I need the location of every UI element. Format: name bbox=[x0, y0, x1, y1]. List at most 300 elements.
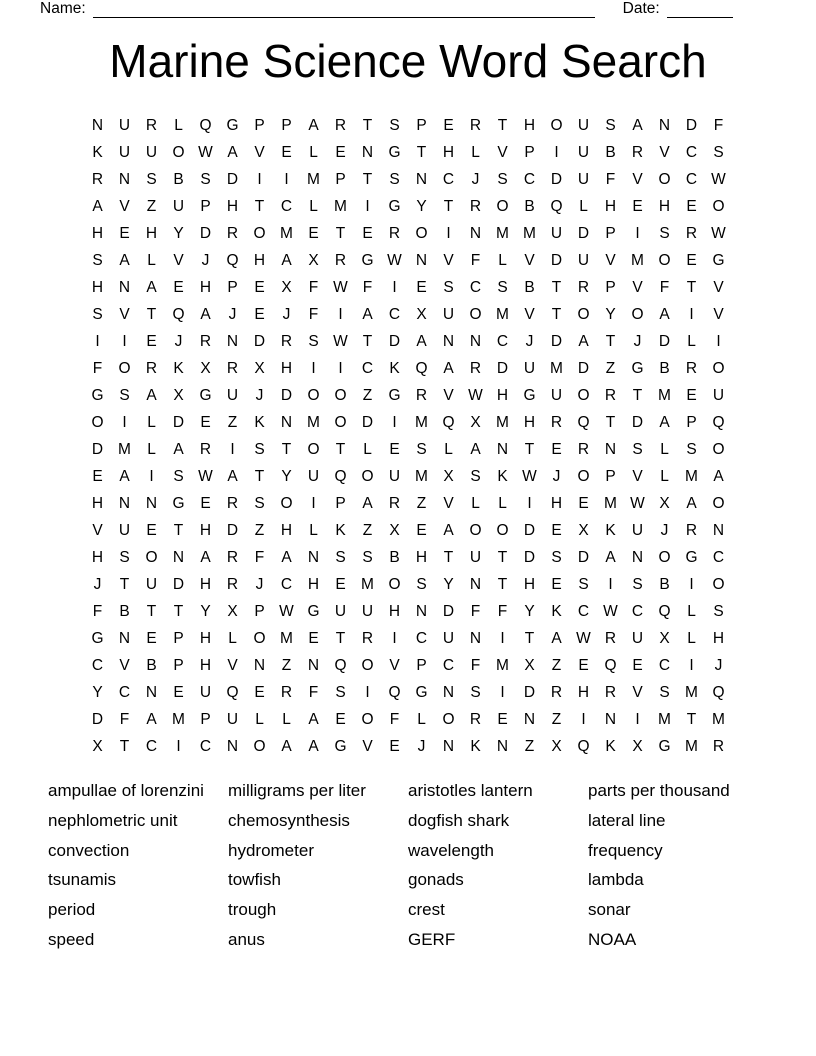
grid-letter-r6-c21: M bbox=[631, 251, 644, 269]
grid-letter-r19-c19: C bbox=[577, 602, 590, 620]
grid-letter-r14-c17: W bbox=[522, 467, 537, 485]
grid-letter-r22-c5: U bbox=[199, 683, 212, 701]
grid-letter-r15-c9: I bbox=[311, 494, 316, 512]
grid-letter-r23-c5: P bbox=[200, 710, 211, 728]
grid-letter-r7-c12: I bbox=[392, 278, 397, 296]
grid-letter-r23-c15: R bbox=[469, 710, 482, 728]
grid-letter-r20-c11: R bbox=[361, 629, 374, 647]
page-title: Marine Science Word Search bbox=[109, 35, 707, 87]
grid-letter-r21-c17: X bbox=[524, 656, 535, 674]
grid-letter-r9-c6: N bbox=[226, 332, 239, 350]
grid-letter-r5-c16: M bbox=[496, 224, 509, 242]
grid-letter-r8-c22: A bbox=[659, 305, 670, 323]
grid-letter-r17-c20: A bbox=[605, 548, 616, 566]
grid-letter-r2-c17: P bbox=[524, 143, 535, 161]
grid-letter-r20-c24: H bbox=[712, 629, 725, 647]
grid-letter-r10-c3: R bbox=[145, 359, 158, 377]
grid-letter-r6-c20: V bbox=[605, 251, 616, 269]
grid-letter-r17-c18: S bbox=[551, 548, 562, 566]
grid-letter-r20-c14: U bbox=[442, 629, 455, 647]
grid-letter-r9-c13: A bbox=[416, 332, 427, 350]
word-list-item: chemosynthesis bbox=[228, 810, 350, 830]
grid-letter-r1-c6: G bbox=[226, 116, 239, 134]
grid-letter-r10-c13: Q bbox=[415, 359, 428, 377]
grid-letter-r1-c12: S bbox=[389, 116, 400, 134]
grid-letter-r12-c22: A bbox=[659, 413, 670, 431]
grid-letter-r21-c18: Z bbox=[551, 656, 562, 674]
word-list-item: tsunamis bbox=[48, 870, 117, 890]
grid-letter-r8-c23: I bbox=[689, 305, 694, 323]
grid-letter-r13-c3: L bbox=[147, 440, 156, 458]
grid-letter-r16-c1: V bbox=[92, 521, 103, 539]
grid-letter-r12-c10: O bbox=[334, 413, 347, 431]
grid-letter-r19-c10: U bbox=[334, 602, 347, 620]
grid-letter-r10-c4: K bbox=[173, 359, 184, 377]
grid-letter-r24-c19: Q bbox=[577, 737, 590, 755]
grid-letter-r8-c24: V bbox=[713, 305, 724, 323]
grid-letter-r17-c7: F bbox=[254, 548, 265, 566]
grid-letter-r11-c19: O bbox=[577, 386, 590, 404]
grid-letter-r13-c4: A bbox=[173, 440, 184, 458]
word-list-column bbox=[48, 776, 228, 955]
word-list-column bbox=[588, 776, 768, 955]
grid-letter-r3-c1: R bbox=[91, 170, 104, 188]
grid-letter-r19-c9: G bbox=[307, 602, 320, 620]
grid-letter-r14-c11: O bbox=[361, 467, 374, 485]
grid-letter-r4-c2: V bbox=[119, 197, 130, 215]
grid-letter-r12-c1: O bbox=[91, 413, 104, 431]
grid-letter-r5-c21: I bbox=[635, 224, 640, 242]
grid-letter-r2-c10: E bbox=[335, 143, 346, 161]
word-list-item: NOAA bbox=[588, 929, 637, 949]
grid-letter-r13-c23: S bbox=[686, 440, 697, 458]
grid-letter-r24-c21: X bbox=[632, 737, 643, 755]
grid-letter-r14-c16: K bbox=[497, 467, 508, 485]
grid-letter-r4-c14: T bbox=[443, 197, 454, 215]
grid-letter-r1-c10: R bbox=[334, 116, 347, 134]
grid-letter-r8-c4: Q bbox=[172, 305, 185, 323]
grid-letter-r1-c9: A bbox=[308, 116, 319, 134]
grid-letter-r22-c21: V bbox=[632, 683, 643, 701]
grid-letter-r7-c9: F bbox=[308, 278, 319, 296]
grid-letter-r14-c1: E bbox=[92, 467, 103, 485]
grid-letter-r2-c11: N bbox=[361, 143, 374, 161]
grid-letter-r13-c20: N bbox=[604, 440, 617, 458]
grid-letter-r2-c21: R bbox=[631, 143, 644, 161]
word-list-item: crest bbox=[408, 900, 445, 920]
grid-letter-r22-c6: Q bbox=[226, 683, 239, 701]
grid-letter-r4-c19: L bbox=[579, 197, 588, 215]
grid-letter-r1-c11: T bbox=[362, 116, 373, 134]
word-list-item: wavelength bbox=[408, 840, 495, 860]
grid-letter-r6-c12: W bbox=[387, 251, 402, 269]
grid-letter-r18-c1: J bbox=[93, 575, 102, 593]
grid-letter-r5-c7: O bbox=[253, 224, 266, 242]
grid-letter-r13-c11: L bbox=[363, 440, 372, 458]
grid-letter-r9-c24: I bbox=[716, 332, 721, 350]
grid-letter-r16-c2: U bbox=[118, 521, 131, 539]
grid-letter-r24-c14: N bbox=[442, 737, 455, 755]
grid-letter-r18-c13: S bbox=[416, 575, 427, 593]
grid-letter-r24-c5: C bbox=[199, 737, 212, 755]
grid-letter-r18-c21: S bbox=[632, 575, 643, 593]
grid-letter-r3-c14: C bbox=[442, 170, 455, 188]
grid-letter-r20-c17: T bbox=[524, 629, 535, 647]
grid-letter-r6-c11: G bbox=[361, 251, 374, 269]
grid-letter-r14-c21: V bbox=[632, 467, 643, 485]
grid-letter-r3-c20: F bbox=[605, 170, 616, 188]
grid-letter-r24-c9: A bbox=[308, 737, 319, 755]
grid-letter-r10-c19: D bbox=[577, 359, 590, 377]
grid-letter-r4-c7: T bbox=[254, 197, 265, 215]
grid-letter-r2-c6: A bbox=[227, 143, 238, 161]
grid-letter-r21-c2: V bbox=[119, 656, 130, 674]
grid-letter-r15-c2: N bbox=[118, 494, 131, 512]
grid-letter-r13-c2: M bbox=[118, 440, 131, 458]
word-list-item: hydrometer bbox=[228, 840, 314, 860]
grid-letter-r22-c14: N bbox=[442, 683, 455, 701]
grid-letter-r3-c4: B bbox=[173, 170, 184, 188]
grid-letter-r23-c3: A bbox=[146, 710, 157, 728]
grid-letter-r9-c4: J bbox=[174, 332, 183, 350]
grid-letter-r10-c22: B bbox=[659, 359, 670, 377]
grid-letter-r2-c24: S bbox=[713, 143, 724, 161]
grid-letter-r3-c2: N bbox=[118, 170, 131, 188]
grid-letter-r16-c3: E bbox=[146, 521, 157, 539]
grid-letter-r18-c18: E bbox=[551, 575, 562, 593]
grid-letter-r17-c10: S bbox=[335, 548, 346, 566]
grid-letter-r10-c23: R bbox=[685, 359, 698, 377]
grid-letter-r6-c3: L bbox=[147, 251, 156, 269]
grid-letter-r15-c13: Z bbox=[416, 494, 427, 512]
grid-letter-r19-c13: N bbox=[415, 602, 428, 620]
grid-letter-r13-c12: E bbox=[389, 440, 400, 458]
grid-letter-r6-c13: N bbox=[415, 251, 428, 269]
grid-letter-r4-c1: A bbox=[92, 197, 103, 215]
grid-letter-r2-c1: K bbox=[92, 143, 103, 161]
grid-letter-r22-c16: I bbox=[500, 683, 505, 701]
grid-letter-r6-c8: A bbox=[281, 251, 292, 269]
grid-letter-r5-c22: S bbox=[659, 224, 670, 242]
grid-letter-r1-c13: P bbox=[416, 116, 427, 134]
grid-letter-r15-c7: S bbox=[254, 494, 265, 512]
grid-letter-r23-c10: E bbox=[335, 710, 346, 728]
grid-letter-r17-c24: C bbox=[712, 548, 725, 566]
grid-letter-r24-c20: K bbox=[605, 737, 616, 755]
grid-letter-r18-c8: C bbox=[280, 575, 293, 593]
grid-letter-r6-c2: A bbox=[119, 251, 130, 269]
grid-letter-r20-c9: E bbox=[308, 629, 319, 647]
grid-letter-r4-c10: M bbox=[334, 197, 347, 215]
grid-letter-r21-c21: E bbox=[632, 656, 643, 674]
grid-letter-r21-c9: N bbox=[307, 656, 320, 674]
grid-letter-r5-c6: R bbox=[226, 224, 239, 242]
grid-letter-r9-c5: R bbox=[199, 332, 212, 350]
grid-letter-r12-c3: L bbox=[147, 413, 156, 431]
grid-letter-r6-c9: X bbox=[308, 251, 319, 269]
grid-letter-r12-c20: T bbox=[605, 413, 616, 431]
grid-letter-r20-c13: C bbox=[415, 629, 428, 647]
grid-letter-r2-c19: U bbox=[577, 143, 590, 161]
grid-letter-r16-c21: U bbox=[631, 521, 644, 539]
grid-letter-r7-c23: T bbox=[686, 278, 697, 296]
grid-letter-r2-c18: I bbox=[554, 143, 559, 161]
grid-letter-r16-c19: X bbox=[578, 521, 589, 539]
grid-letter-r20-c22: X bbox=[659, 629, 670, 647]
grid-letter-r6-c14: V bbox=[443, 251, 454, 269]
word-list-item: anus bbox=[228, 929, 265, 949]
grid-letter-r2-c13: T bbox=[416, 143, 427, 161]
grid-letter-r21-c15: F bbox=[470, 656, 481, 674]
grid-letter-r17-c3: O bbox=[145, 548, 158, 566]
grid-letter-r1-c1: N bbox=[91, 116, 104, 134]
grid-letter-r16-c15: O bbox=[469, 521, 482, 539]
grid-letter-r8-c21: O bbox=[631, 305, 644, 323]
grid-letter-r24-c1: X bbox=[92, 737, 103, 755]
word-list-item: milligrams per liter bbox=[228, 781, 366, 800]
grid-letter-r22-c2: C bbox=[118, 683, 131, 701]
grid-letter-r23-c17: N bbox=[523, 710, 536, 728]
grid-letter-r18-c6: R bbox=[226, 575, 239, 593]
grid-letter-r22-c18: R bbox=[550, 683, 563, 701]
grid-letter-r12-c6: Z bbox=[227, 413, 238, 431]
grid-letter-r6-c18: D bbox=[550, 251, 563, 269]
grid-letter-r1-c18: O bbox=[550, 116, 563, 134]
word-list-item: period bbox=[48, 900, 96, 920]
grid-letter-r4-c8: C bbox=[280, 197, 293, 215]
grid-letter-r5-c24: W bbox=[711, 224, 726, 242]
grid-letter-r17-c12: B bbox=[389, 548, 400, 566]
grid-letter-r9-c11: T bbox=[362, 332, 373, 350]
grid-letter-r17-c16: T bbox=[497, 548, 508, 566]
grid-letter-r23-c13: L bbox=[417, 710, 426, 728]
grid-letter-r11-c12: G bbox=[388, 386, 401, 404]
grid-letter-r1-c20: S bbox=[605, 116, 616, 134]
grid-letter-r9-c8: R bbox=[280, 332, 293, 350]
grid-letter-r4-c16: O bbox=[496, 197, 509, 215]
grid-letter-r5-c19: D bbox=[577, 224, 590, 242]
grid-letter-r21-c12: V bbox=[389, 656, 400, 674]
grid-letter-r14-c12: U bbox=[388, 467, 401, 485]
grid-letter-r2-c4: O bbox=[172, 143, 185, 161]
grid-letter-r19-c1: F bbox=[92, 602, 103, 620]
grid-letter-r7-c18: T bbox=[551, 278, 562, 296]
grid-letter-r11-c1: G bbox=[91, 386, 104, 404]
grid-letter-r18-c14: Y bbox=[443, 575, 454, 593]
grid-letter-r22-c24: Q bbox=[712, 683, 725, 701]
word-list-item: lateral line bbox=[588, 810, 666, 830]
grid-letter-r7-c1: H bbox=[91, 278, 104, 296]
word-list-item: trough bbox=[228, 900, 277, 920]
word-list-item: sonar bbox=[588, 900, 631, 920]
grid-letter-r16-c24: N bbox=[712, 521, 725, 539]
grid-letter-r4-c4: U bbox=[172, 197, 185, 215]
grid-letter-r12-c2: I bbox=[122, 413, 127, 431]
grid-letter-r7-c22: F bbox=[659, 278, 670, 296]
grid-letter-r15-c5: E bbox=[200, 494, 211, 512]
grid-letter-r13-c13: S bbox=[416, 440, 427, 458]
grid-letter-r6-c7: H bbox=[253, 251, 266, 269]
grid-letter-r23-c7: L bbox=[255, 710, 264, 728]
grid-letter-r18-c19: S bbox=[578, 575, 589, 593]
grid-letter-r9-c10: W bbox=[333, 332, 348, 350]
grid-letter-r4-c9: L bbox=[309, 197, 318, 215]
grid-letter-r11-c20: R bbox=[604, 386, 617, 404]
grid-letter-r11-c10: O bbox=[334, 386, 347, 404]
grid-letter-r23-c21: I bbox=[635, 710, 640, 728]
grid-letter-r16-c4: T bbox=[173, 521, 184, 539]
grid-letter-r12-c7: K bbox=[254, 413, 265, 431]
grid-letter-r10-c24: O bbox=[712, 359, 725, 377]
grid-letter-r19-c6: X bbox=[227, 602, 238, 620]
grid-letter-r22-c20: R bbox=[604, 683, 617, 701]
grid-letter-r19-c21: C bbox=[631, 602, 644, 620]
grid-letter-r23-c20: N bbox=[604, 710, 617, 728]
grid-letter-r7-c13: E bbox=[416, 278, 427, 296]
grid-letter-r10-c5: X bbox=[200, 359, 211, 377]
grid-letter-r14-c7: T bbox=[254, 467, 265, 485]
grid-letter-r24-c6: N bbox=[226, 737, 239, 755]
grid-letter-r10-c15: R bbox=[469, 359, 482, 377]
grid-letter-r3-c12: S bbox=[389, 170, 400, 188]
grid-letter-r14-c22: L bbox=[660, 467, 669, 485]
grid-letter-r7-c21: V bbox=[632, 278, 643, 296]
grid-letter-r3-c7: I bbox=[257, 170, 262, 188]
grid-letter-r22-c4: E bbox=[173, 683, 184, 701]
grid-letter-r1-c24: F bbox=[713, 116, 724, 134]
grid-letter-r9-c20: T bbox=[605, 332, 616, 350]
grid-letter-r14-c23: M bbox=[685, 467, 698, 485]
word-list-item: parts per thousand bbox=[588, 781, 730, 800]
grid-letter-r16-c22: J bbox=[660, 521, 669, 539]
grid-letter-r18-c16: T bbox=[497, 575, 508, 593]
grid-letter-r21-c6: V bbox=[227, 656, 238, 674]
word-list-column bbox=[408, 776, 588, 955]
grid-letter-r17-c6: R bbox=[226, 548, 239, 566]
grid-letter-r21-c7: N bbox=[253, 656, 266, 674]
grid-letter-r20-c4: P bbox=[173, 629, 184, 647]
grid-letter-r9-c23: L bbox=[687, 332, 696, 350]
grid-letter-r20-c10: T bbox=[335, 629, 346, 647]
grid-letter-r8-c8: J bbox=[282, 305, 291, 323]
grid-letter-r19-c15: F bbox=[470, 602, 481, 620]
grid-letter-r4-c11: I bbox=[365, 197, 370, 215]
grid-letter-r2-c3: U bbox=[145, 143, 158, 161]
grid-letter-r15-c4: G bbox=[172, 494, 185, 512]
grid-letter-r12-c19: Q bbox=[577, 413, 590, 431]
grid-letter-r5-c23: R bbox=[685, 224, 698, 242]
grid-letter-r11-c3: A bbox=[146, 386, 157, 404]
grid-letter-r10-c9: I bbox=[311, 359, 316, 377]
grid-letter-r7-c7: E bbox=[254, 278, 265, 296]
grid-letter-r10-c2: O bbox=[118, 359, 131, 377]
grid-letter-r19-c8: W bbox=[279, 602, 294, 620]
grid-letter-r22-c19: H bbox=[577, 683, 590, 701]
grid-letter-r1-c21: A bbox=[632, 116, 643, 134]
grid-letter-r4-c20: H bbox=[604, 197, 617, 215]
grid-letter-r8-c11: A bbox=[362, 305, 373, 323]
grid-letter-r2-c23: C bbox=[685, 143, 698, 161]
grid-letter-r7-c24: V bbox=[713, 278, 724, 296]
grid-letter-r2-c22: V bbox=[659, 143, 670, 161]
word-list-item: aristotles lantern bbox=[408, 781, 533, 800]
grid-letter-r23-c11: O bbox=[361, 710, 374, 728]
grid-letter-r18-c12: O bbox=[388, 575, 401, 593]
grid-letter-r19-c22: Q bbox=[658, 602, 671, 620]
grid-letter-r15-c11: A bbox=[362, 494, 373, 512]
word-list-item: nephlometric unit bbox=[48, 810, 178, 830]
grid-letter-r13-c10: T bbox=[335, 440, 346, 458]
grid-letter-r11-c7: J bbox=[255, 386, 264, 404]
grid-letter-r22-c22: S bbox=[659, 683, 670, 701]
word-list-item: speed bbox=[48, 929, 95, 949]
grid-letter-r13-c15: A bbox=[470, 440, 481, 458]
grid-letter-r14-c24: A bbox=[713, 467, 724, 485]
word-list bbox=[48, 776, 788, 955]
grid-letter-r17-c22: O bbox=[658, 548, 671, 566]
grid-letter-r21-c22: C bbox=[658, 656, 671, 674]
grid-letter-r1-c15: R bbox=[469, 116, 482, 134]
grid-letter-r12-c8: N bbox=[280, 413, 293, 431]
grid-letter-r13-c14: L bbox=[444, 440, 453, 458]
grid-letter-r2-c14: H bbox=[442, 143, 455, 161]
grid-letter-r2-c5: W bbox=[198, 143, 213, 161]
grid-letter-r15-c24: O bbox=[712, 494, 725, 512]
grid-letter-r15-c18: H bbox=[550, 494, 563, 512]
grid-letter-r24-c16: N bbox=[496, 737, 509, 755]
grid-letter-r19-c12: H bbox=[388, 602, 401, 620]
grid-letter-r20-c19: W bbox=[576, 629, 591, 647]
grid-letter-r21-c20: Q bbox=[604, 656, 617, 674]
grid-letter-r22-c15: S bbox=[470, 683, 481, 701]
grid-letter-r16-c13: E bbox=[416, 521, 427, 539]
grid-letter-r3-c23: C bbox=[685, 170, 698, 188]
grid-letter-r13-c16: N bbox=[496, 440, 509, 458]
grid-letter-r21-c1: C bbox=[91, 656, 104, 674]
grid-letter-r18-c2: T bbox=[119, 575, 130, 593]
grid-letter-r9-c15: N bbox=[469, 332, 482, 350]
grid-letter-r23-c12: F bbox=[389, 710, 400, 728]
grid-letter-r23-c23: T bbox=[686, 710, 697, 728]
grid-letter-r22-c3: N bbox=[145, 683, 158, 701]
grid-letter-r16-c6: D bbox=[226, 521, 239, 539]
grid-letter-r11-c15: W bbox=[468, 386, 483, 404]
grid-letter-r24-c7: O bbox=[253, 737, 266, 755]
grid-letter-r10-c20: Z bbox=[605, 359, 616, 377]
grid-letter-r13-c18: E bbox=[551, 440, 562, 458]
grid-letter-r24-c10: G bbox=[334, 737, 347, 755]
grid-letter-r1-c14: E bbox=[443, 116, 454, 134]
grid-letter-r3-c3: S bbox=[146, 170, 157, 188]
grid-letter-r8-c13: X bbox=[416, 305, 427, 323]
grid-letter-r19-c14: D bbox=[442, 602, 455, 620]
grid-letter-r12-c16: M bbox=[496, 413, 509, 431]
grid-letter-r3-c8: I bbox=[284, 170, 289, 188]
grid-letter-r14-c20: P bbox=[605, 467, 616, 485]
grid-letter-r14-c9: U bbox=[307, 467, 320, 485]
grid-letter-r15-c19: E bbox=[578, 494, 589, 512]
grid-letter-r20-c21: U bbox=[631, 629, 644, 647]
grid-letter-r13-c19: R bbox=[577, 440, 590, 458]
grid-letter-r10-c18: M bbox=[550, 359, 563, 377]
grid-letter-r21-c19: E bbox=[578, 656, 589, 674]
grid-letter-r10-c11: C bbox=[361, 359, 374, 377]
grid-letter-r16-c16: O bbox=[496, 521, 509, 539]
grid-letter-r17-c4: N bbox=[172, 548, 185, 566]
grid-letter-r7-c6: P bbox=[227, 278, 238, 296]
grid-letter-r16-c5: H bbox=[199, 521, 212, 539]
grid-letter-r23-c8: L bbox=[282, 710, 291, 728]
